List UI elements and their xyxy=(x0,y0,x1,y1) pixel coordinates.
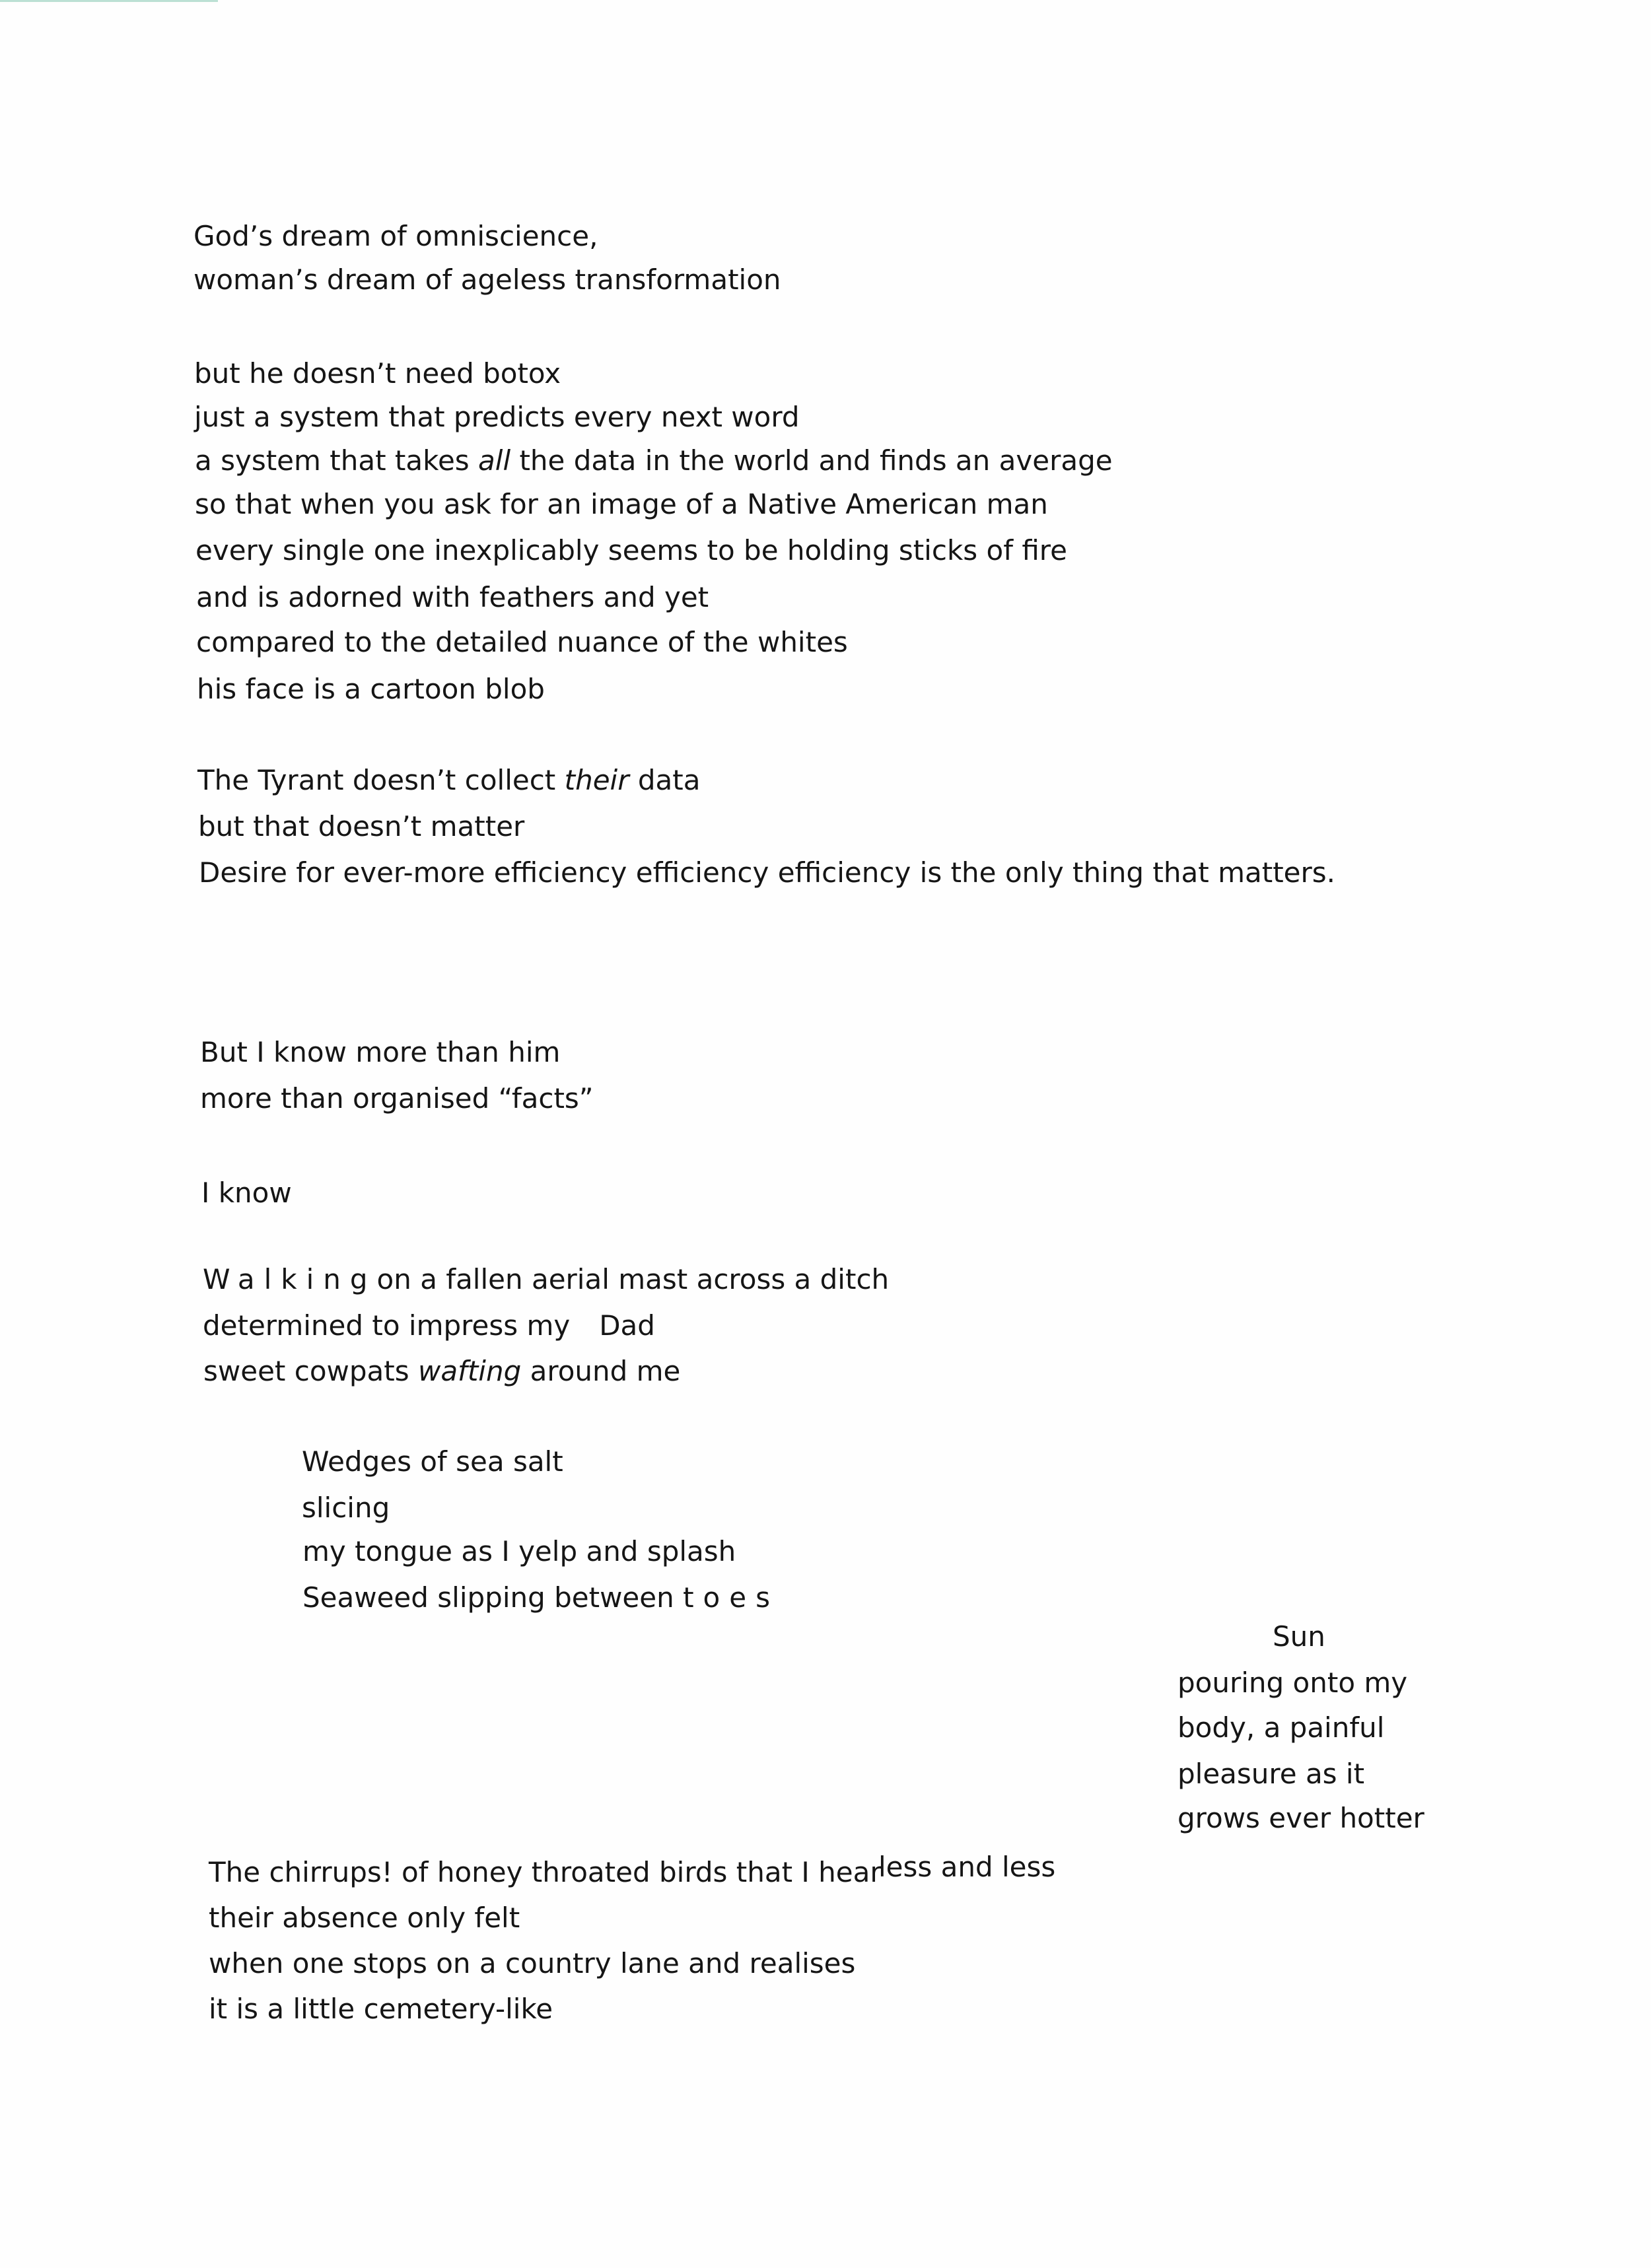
poem-line: less and less xyxy=(878,1851,1056,1883)
poem-line: pouring onto my xyxy=(1177,1667,1408,1699)
poem-line: grows ever hotter xyxy=(1177,1802,1424,1834)
poem-line: so that when you ask for an image of a Native American man xyxy=(195,488,1048,520)
poem-text: on a fallen aerial mast across a ditch xyxy=(376,1263,890,1295)
poem-line: when one stops on a country lane and realises xyxy=(209,1947,856,1979)
poem-text: Seaweed slipping between xyxy=(302,1581,684,1614)
poem-line: more than organised “facts” xyxy=(200,1082,594,1115)
poem-line: Desire for ever-more efficiency efficiency efficiency is the only thing that matters. xyxy=(199,856,1335,889)
poem-line xyxy=(203,1309,655,1342)
poem-line xyxy=(197,764,701,796)
poem-line: body, a painful xyxy=(1177,1711,1385,1744)
poem-line: their absence only felt xyxy=(209,1902,520,1934)
poem-line xyxy=(203,1263,890,1295)
poem-line: Wedges of sea salt xyxy=(302,1445,563,1478)
spaced-word: toes xyxy=(683,1581,779,1614)
poem-emphasis: all xyxy=(478,444,511,477)
scan-edge-mark xyxy=(0,0,218,2)
poem-line: But I know more than him xyxy=(200,1036,561,1068)
spaced-word: Walking xyxy=(203,1263,377,1295)
poem-line: slicing xyxy=(302,1492,390,1524)
poem-text: The Tyrant doesn’t collect xyxy=(197,764,565,796)
poem-line: just a system that predicts every next word xyxy=(194,401,800,433)
poem-text: around me xyxy=(521,1355,681,1387)
poem-emphasis: wafting xyxy=(417,1355,522,1387)
poem-line: his face is a cartoon blob xyxy=(197,673,545,705)
poem-line: I know xyxy=(201,1177,292,1209)
poem-line: my tongue as I yelp and splash xyxy=(302,1535,736,1567)
poem-emphasis: their xyxy=(564,764,629,796)
poem-line: Sun xyxy=(1273,1620,1325,1653)
poem-line: it is a little cemetery-like xyxy=(209,1993,553,2025)
poem-text: the data in the world and finds an average xyxy=(510,444,1113,477)
poem-line: The chirrups! of honey throated birds that I hear xyxy=(209,1856,882,1888)
poem-line xyxy=(302,1581,779,1614)
poem-line: woman’s dream of ageless transformation xyxy=(193,263,781,296)
poem-text: determined to impress my xyxy=(203,1309,571,1342)
poem-line xyxy=(203,1357,680,1385)
poem-line: compared to the detailed nuance of the whites xyxy=(196,626,848,658)
poem-line: pleasure as it xyxy=(1177,1758,1365,1790)
poem-text: data xyxy=(629,764,701,796)
poem-line xyxy=(195,444,1113,477)
poem-text: a system that takes xyxy=(195,444,479,477)
poem-text: Dad xyxy=(599,1309,655,1342)
poem-line: God’s dream of omniscience, xyxy=(193,220,598,252)
poem-line: and is adorned with feathers and yet xyxy=(196,581,709,613)
poem-line: every single one inexplicably seems to be holding sticks of fire xyxy=(195,534,1067,567)
poem-text: sweet cowpats xyxy=(203,1355,418,1387)
poem-line: but he doesn’t need botox xyxy=(194,357,561,390)
poem-line: but that doesn’t matter xyxy=(198,810,525,842)
